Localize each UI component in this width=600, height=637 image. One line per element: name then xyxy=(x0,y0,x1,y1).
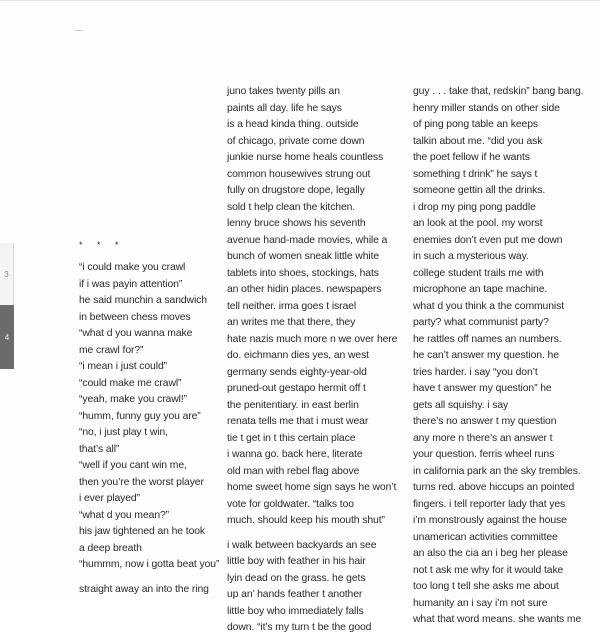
poem-line: i ever played” xyxy=(79,493,140,504)
poem-line: talkin about me. “did you ask xyxy=(413,135,543,147)
poem-line: fingers. i tell reporter lady that yes xyxy=(413,498,566,510)
poem-line: straight away an into the ring xyxy=(79,583,209,595)
poem-line: in california park an the sky trembles. xyxy=(413,465,581,477)
poem-line: any more n there’s an answer t xyxy=(413,432,553,444)
poem-line: down. “it’s my turn t be the good xyxy=(227,622,372,633)
poem-line: “what d you mean?” xyxy=(79,509,170,521)
printer-mark xyxy=(75,30,83,31)
poem-line: little boy with feather in his hair xyxy=(227,556,366,567)
poem-line: the penitentiary. in east berlin xyxy=(227,399,359,411)
poem-line: much. should keep his mouth shut” xyxy=(227,515,385,526)
poem-line: do. eichmann dies yes, an west xyxy=(227,350,369,361)
poem-line: he said munchin a sandwich xyxy=(79,295,207,306)
poem-line: what d you think a the communist xyxy=(413,300,565,312)
page-tabs xyxy=(0,243,14,369)
poem-line: a deep breath xyxy=(79,542,142,554)
poem-line: i wanna go. back here, literate xyxy=(227,449,363,460)
poem-line: home sweet home sign says he won’t xyxy=(227,482,397,493)
poem-line: bunch of women sneak little white xyxy=(227,251,380,262)
poem-line: what that word means. she wants me xyxy=(413,614,582,625)
poem-line: guy . . . take that, redskin” bang bang. xyxy=(413,86,584,97)
poem-line: then you’re the worst player xyxy=(79,476,204,488)
poem-line: hate nazis much more n we over here xyxy=(227,333,398,345)
poem-line: avenue hand-made movies, while a xyxy=(227,234,388,246)
poem-line: little boy who immediately falls xyxy=(227,605,364,617)
poem-line: i walk between backyards an see xyxy=(227,539,377,551)
poem-line: common housewives strung out xyxy=(227,168,371,180)
poem-line: me crawl for?” xyxy=(79,344,144,356)
poem-line: tablets into shoes, stockings, hats xyxy=(227,267,379,279)
stanza-gap xyxy=(79,574,219,582)
poem-line: pruned-out gestapo hermit off t xyxy=(227,383,366,394)
poem-line: something t drink” he says t xyxy=(413,168,538,180)
section-break-stars: * * * xyxy=(79,240,125,250)
poem-line: “could make me crawl” xyxy=(79,377,182,389)
page-tab-3[interactable] xyxy=(0,243,14,305)
poem-line: have t answer my question” he xyxy=(413,383,552,394)
poem-line: an look at the pool. my worst xyxy=(413,218,543,229)
poem-line: that’s all” xyxy=(79,443,120,455)
poem-line: “yeah, make you crawl!” xyxy=(79,394,187,405)
poem-line: microphone an tape machine. xyxy=(413,284,548,295)
poem-line: “hummm, now i gotta beat you” xyxy=(79,559,220,570)
poem-line: “i mean i just could” xyxy=(79,361,167,372)
poem-line: sold t help clean the kitchen. xyxy=(227,201,356,213)
poem-line: vote for goldwater. “talks too xyxy=(227,498,354,510)
poem-line: lenny bruce shows his seventh xyxy=(227,218,366,229)
poem-line: an also the cia an i beg her please xyxy=(413,548,568,559)
poem-line: tries harder. i say “you don’t xyxy=(413,366,538,378)
poem-column-middle xyxy=(227,84,397,637)
page-tab-label: 4 xyxy=(4,332,10,342)
page-tab-label: 3 xyxy=(4,269,9,279)
poem-line: in such a mysterious way. xyxy=(413,251,529,262)
poem-line: tie t get in t this certain place xyxy=(227,432,356,444)
poem-line: i’m monstrously against the house xyxy=(413,515,567,526)
poem-line: an other hidin places. newspapers xyxy=(227,284,382,295)
poem-line: not t ask me why for it would take xyxy=(413,564,564,576)
poem-line: henry miller stands on other side xyxy=(413,102,560,114)
poem-line: his jaw tightened an he took xyxy=(79,526,206,537)
poem-line: up an’ hands feather t another xyxy=(227,589,363,600)
poem-line: paints all day. life he says xyxy=(227,102,342,114)
poem-line: he rattles off names an numbers. xyxy=(413,333,562,345)
page-tab-4[interactable] xyxy=(0,305,14,369)
poem-line: your question. ferris wheel runs xyxy=(413,449,555,460)
poem-line: i drop my ping pong paddle xyxy=(413,201,536,213)
poem-line: “well if you cant win me, xyxy=(79,460,187,471)
poem-line: “i could make you crawl xyxy=(79,262,186,273)
poem-line: humanity an i say i’m not sure xyxy=(413,597,548,609)
poem-line: germany sends eighty-year-old xyxy=(227,366,367,378)
poem-line: of chicago, private come down xyxy=(227,135,365,147)
poem-line: gets all squishy. i say xyxy=(413,399,509,411)
page-top-edge xyxy=(0,0,600,1)
poem-line: an writes me that there, they xyxy=(227,317,356,328)
poem-line: too long t tell she asks me about xyxy=(413,581,559,592)
poem-line: renata tells me that i must wear xyxy=(227,416,369,427)
poem-line: juno takes twenty pills an xyxy=(227,86,340,97)
poem-line: if i was payin attention” xyxy=(79,278,183,290)
poem-line: the poet fellow if he wants xyxy=(413,152,530,163)
poem-line: old man with rebel flag above xyxy=(227,465,360,477)
poem-line: in between chess moves xyxy=(79,311,191,323)
poem-line: there’s no answer t my question xyxy=(413,416,557,427)
poem-line: unamerican activities committee xyxy=(413,531,558,543)
poem-line: is a head kinda thing. outside xyxy=(227,119,359,130)
poem-line: turns red. above hiccups an pointed xyxy=(413,482,575,493)
poem-line: tell neither. irma goes t israel xyxy=(227,300,357,312)
poem-line: enemies don’t even put me down xyxy=(413,234,563,246)
poem-column-right xyxy=(413,84,583,629)
poem-line: junkie nurse home heals countless xyxy=(227,152,384,163)
poem-line: he can’t answer my question. he xyxy=(413,350,559,361)
poem-line: “humm, funny guy you are” xyxy=(79,410,201,422)
poem-line: of ping pong table an keeps xyxy=(413,119,538,130)
poem-line: “what d you wanna make xyxy=(79,328,193,339)
poem-line: lyin dead on the grass. he gets xyxy=(227,572,366,584)
poem-line: fully on drugstore dope, legally xyxy=(227,185,365,196)
poem-line: someone gettin all the drinks. xyxy=(413,185,546,196)
poem-line: party? what communist party? xyxy=(413,317,549,328)
poem-line: college student trails me with xyxy=(413,267,544,279)
poem-line: “no, i just play t win, xyxy=(79,427,168,438)
poem-column-left xyxy=(79,238,219,598)
stanza-gap xyxy=(227,530,397,538)
